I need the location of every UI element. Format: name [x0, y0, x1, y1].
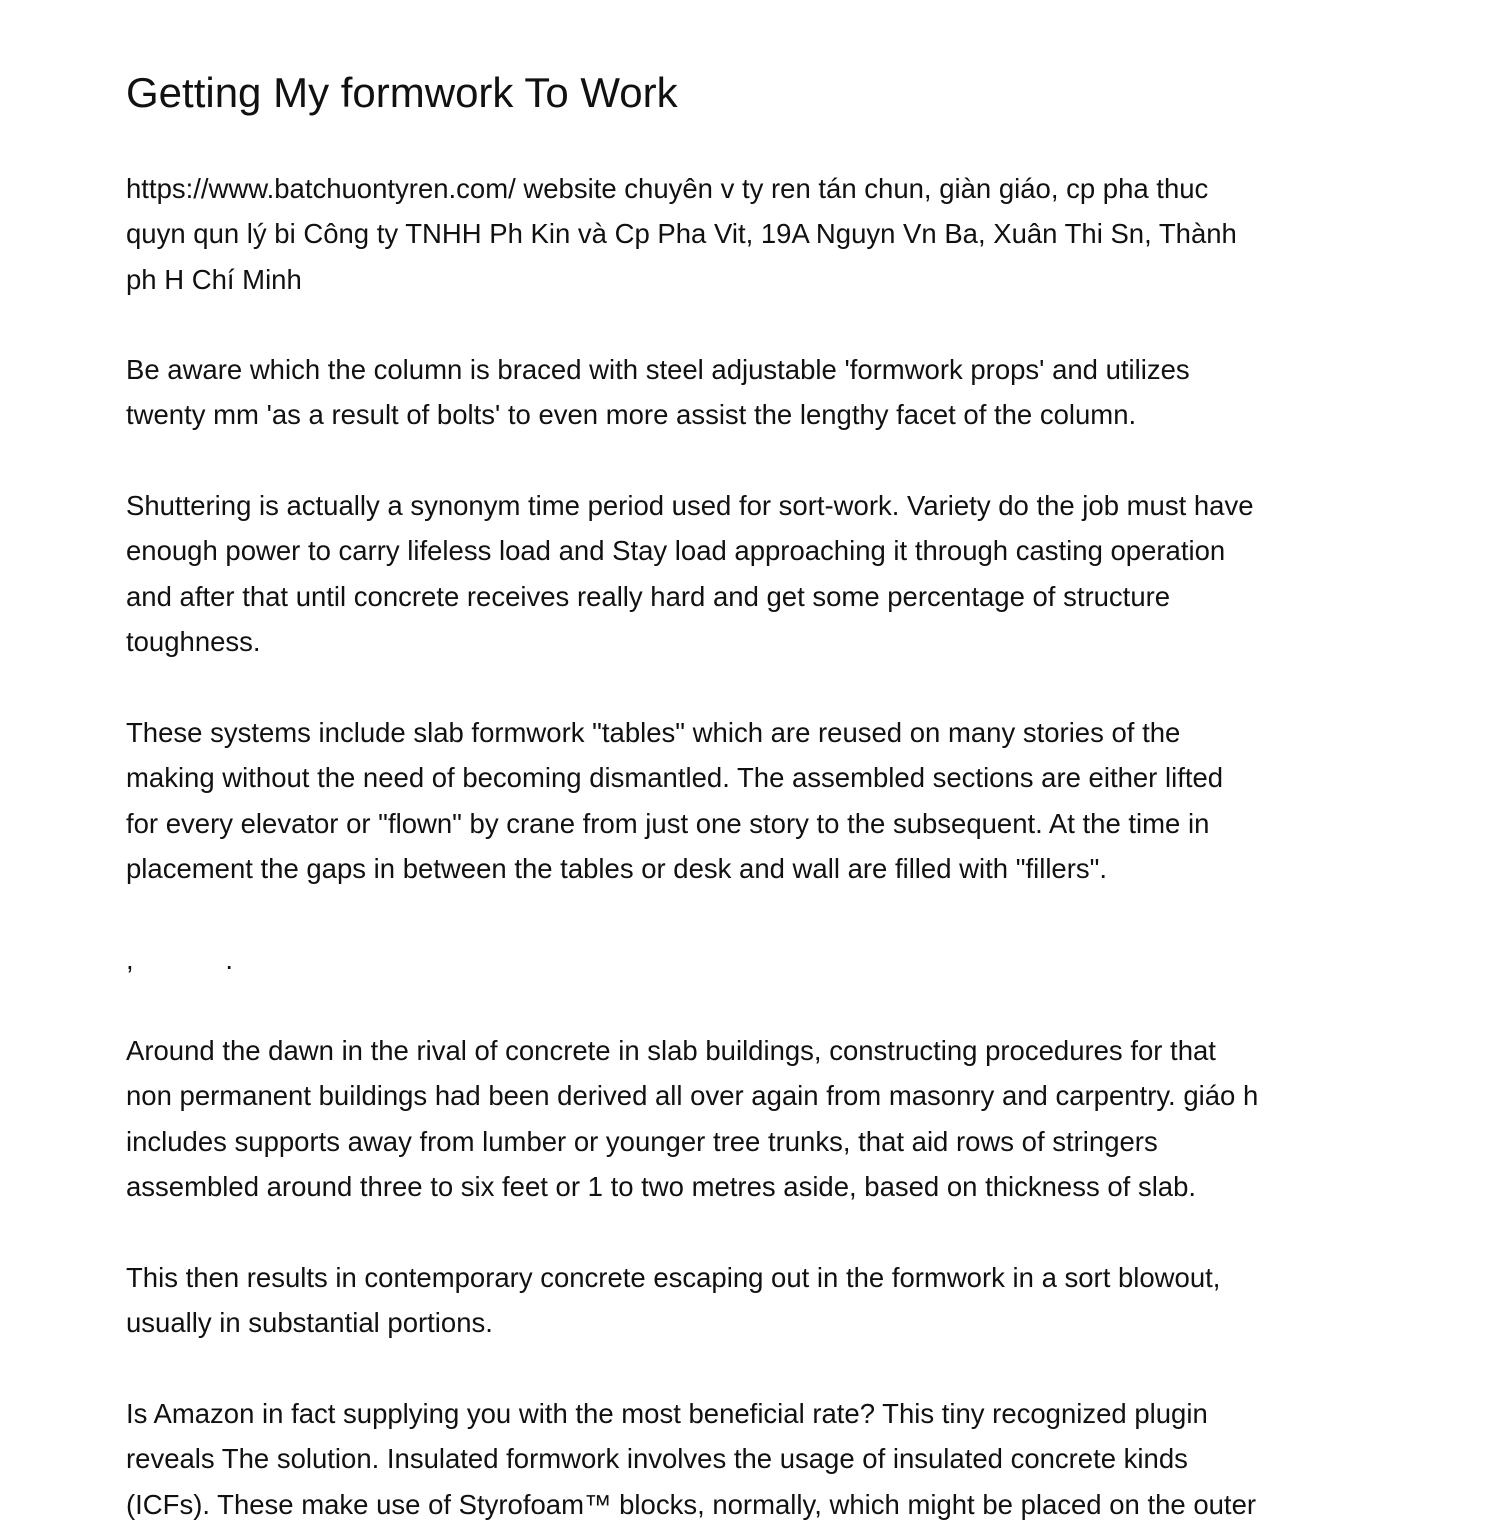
paragraph-dawn-of-concrete [126, 1028, 1378, 1209]
paragraph-line: quyn qun lý bi Công ty TNHH Ph Kin và Cp Pha Vit, 19A Nguyn Vn Ba, Xuân Thi Sn, Thành [126, 218, 1237, 250]
paragraph-line: reveals The solution. Insulated formwork involves the usage of insulated concrete kinds [126, 1443, 1188, 1475]
paragraph-line: twenty mm 'as a result of bolts' to even more assist the lengthy facet of the column. [126, 399, 1137, 431]
paragraph-shuttering [126, 483, 1378, 664]
paragraph-slab-tables [126, 710, 1378, 891]
paragraph-line: assembled around three to six feet or 1 to two metres aside, based on thickness of slab. [126, 1170, 1197, 1202]
paragraph-line: Around the dawn in the rival of concrete in slab buildings, constructing procedures for that [126, 1035, 1216, 1066]
paragraph-line: toughness. [126, 625, 261, 657]
paragraph-line: https://www.batchuontyren.com/ website chuyên v ty ren tán chun, giàn giáo, cp pha thuc [126, 173, 1209, 204]
paragraph-line: includes supports away from lumber or younger tree trunks, that aid rows of stringers [126, 1125, 1158, 1157]
paragraph-line: placement the gaps in between the tables or desk and wall are filled with "fillers". [126, 852, 1108, 884]
paragraph-line: non permanent buildings had been derived all over again from masonry and carpentry. giáo h [126, 1080, 1259, 1112]
paragraph-intro [126, 166, 1378, 302]
paragraph-line: and after that until concrete receives really hard and get some percentage of structure [126, 580, 1171, 612]
paragraph-line: for every elevator or "flown" by crane from just one story to the subsequent. At the time in [126, 807, 1210, 839]
paragraph-punctuation [126, 937, 1378, 982]
paragraph-line: Is Amazon in fact supplying you with the most beneficial rate? This tiny recognized plugin [126, 1398, 1208, 1429]
document-title: Getting My formwork To Work [126, 69, 678, 116]
paragraph-line: enough power to carry lifeless load and Stay load approaching it through casting operation [126, 535, 1226, 567]
paragraph-line: This then results in contemporary concrete escaping out in the formwork in a sort blowout, [126, 1262, 1221, 1293]
paragraph-blowout [126, 1255, 1378, 1346]
paragraph-insulated-formwork [126, 1391, 1378, 1527]
paragraph-line: , . [126, 944, 233, 975]
paragraph-line: Be aware which the column is braced with steel adjustable 'formwork props' and utilizes [126, 354, 1190, 385]
paragraph-line: Shuttering is actually a synonym time period used for sort-work. Variety do the job must have [126, 490, 1254, 521]
paragraph-line: (ICFs). These make use of Styrofoam™ blocks, normally, which might be placed on the outer [126, 1488, 1257, 1520]
paragraph-line: These systems include slab formwork "tables" which are reused on many stories of the [126, 717, 1181, 748]
paragraph-line: ph H Chí Minh [126, 263, 302, 295]
paragraph-column-bracing [126, 347, 1378, 438]
paragraph-line: making without the need of becoming dismantled. The assembled sections are either lifted [126, 762, 1224, 794]
paragraph-line: usually in substantial portions. [126, 1307, 493, 1339]
